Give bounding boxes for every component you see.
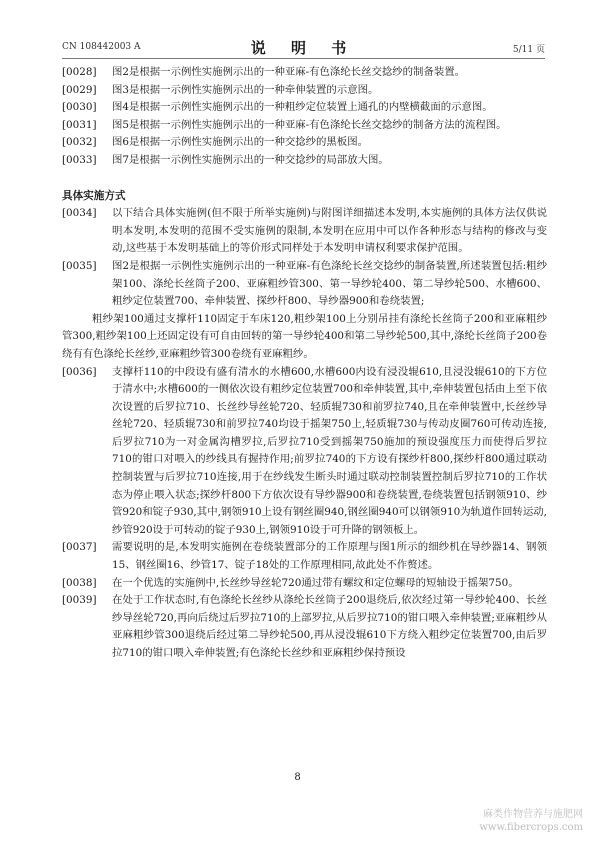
paragraph-0037 — [62, 539, 547, 574]
paragraph-text: 图5是根据一示例性实施例示出的一种亚麻-有色涤纶长丝交捻纱的制备方法的流程图。 — [112, 118, 507, 131]
paragraph-0028 — [62, 64, 547, 82]
page-number: 8 — [294, 772, 301, 783]
section-heading: 具体实施方式 — [62, 189, 126, 202]
paragraph-number: [0028] — [62, 66, 97, 78]
paragraph-text: 粗纱架100通过支撑杆110固定于车床120,粗纱架100上分别吊挂有涤纶长丝筒子200和亚麻粗纱管300,粗纱架100上还固定设有可自由回转的第一导纱轮400和第二导纱轮500,其中,涤纶长丝筒子200卷绕有有色涤纶长丝纱,亚麻粗纱管300卷绕有亚麻粗纱。 — [62, 312, 547, 360]
paragraph-number: [0032] — [62, 136, 97, 149]
paragraph-text: 图4是根据一示例性实施例示出的一种粗纱定位装置上通孔的内壁横截面的示意图。 — [112, 101, 493, 114]
paragraph-text: 图7是根据一示例性实施例示出的一种交捻纱的局部放大图。 — [112, 153, 389, 166]
document-body — [62, 64, 547, 663]
page-header — [62, 38, 545, 58]
page-counter: 5/11 页 — [512, 45, 545, 55]
paragraph-text: 在处于工作状态时,有色涤纶长丝纱从涤纶长丝筒子200退绕后,依次经过第一导纱轮400、长丝纱导丝轮720,再向后绕过后罗拉710的上部罗拉,从后罗拉710的钳口喂入牵伸装置;亚麻粗纱从亚麻粗纱管300退绕后经过第二导纱轮500,再从浸没辊610下方绕入粗纱定位装置700,由后罗拉710的钳口喂入牵伸装置;有色涤纶长丝纱和亚麻粗纱保持预设 — [112, 594, 547, 659]
paragraph-text: 支撑杆110的中段设有盛有清水的水槽600,水槽600内设有浸没辊610,且浸没辊610的下方位于清水中;水槽600的一侧依次设有粗纱定位装置700和牵伸装置,其中,牵伸装置包括由上至下依次设置的后罗拉710、长丝纱导丝轮720、轻质辊730和前罗拉740,且在牵伸装置中,长丝纱导丝轮720、轻质辊730和前罗拉740均设于摇架750上,轻质辊730与传动皮圈760可传动连接,后罗拉710为一对金属沟槽罗拉,后罗拉710受到摇架750施加的预设强度压力而使得后罗拉710的钳口对喂入的纱线具有握持作用;前罗拉740的下方设有探纱杆800,探纱杆800通过联动控制装置与后罗拉710连接,用于在纱线发生断头时通过联动控制装置控制后罗拉710的工作状态为停止喂入状态;探纱杆800下方依次设有导纱器900和卷绕装置,卷绕装置包括钢领910、纱管920和锭子930,其中,钢领910上设有钢丝圈940,钢丝圈940可以钢领910为轨道作回转运动,纱管920设于可转动的锭子930上,钢领910设于可升降的钢领板上。 — [112, 365, 547, 536]
paragraph-0034 — [62, 205, 547, 258]
paragraph-text: 图6是根据一示例性实施例示出的一种交捻纱的黑板图。 — [112, 136, 368, 149]
paragraph-0032 — [62, 134, 547, 152]
paragraph-text: 图3是根据一示例性实施例示出的一种牵伸装置的示意图。 — [112, 83, 379, 96]
paragraph-number: [0036] — [62, 365, 97, 378]
document-title: 说 明 书 — [250, 39, 357, 57]
paragraph-0031 — [62, 117, 547, 135]
watermark-url: www.fibercrops.com — [479, 822, 583, 833]
paragraph-number: [0029] — [62, 83, 97, 96]
paragraph-number: [0037] — [62, 541, 97, 554]
paragraph-number: [0038] — [62, 576, 97, 589]
paragraph-continuation — [62, 311, 547, 364]
paragraph-number: [0033] — [62, 153, 97, 166]
paragraph-text: 以下结合具体实施例(但不限于所举实施例)与附图详细描述本发明,本实施例的具体方法仅供说明本发明,本发明的范围不受实施例的限制,本发明在应用中可以作各种形态与结构的修改与变动,这些基于本发明基础上的等价形式同样处于本发明申请权利要求保护范围。 — [112, 207, 547, 255]
watermark-title: 麻类作物营养与施肥网 — [483, 809, 583, 820]
header-divider — [62, 58, 545, 59]
paragraph-number: [0031] — [62, 118, 97, 131]
patent-number: CN 108442003 A — [62, 42, 141, 52]
paragraph-number: [0034] — [62, 207, 97, 220]
paragraph-0035 — [62, 258, 547, 311]
paragraph-number: [0039] — [62, 594, 97, 607]
paragraph-text: 图2是根据一示例性实施例示出的一种亚麻-有色涤纶长丝交捻纱的制备装置。 — [112, 66, 466, 78]
paragraph-0030 — [62, 99, 547, 117]
paragraph-text: 图2是根据一示例性实施例示出的一种亚麻-有色涤纶长丝交捻纱的制备装置,所述装置包括:粗纱架100、涤纶长丝筒子200、亚麻粗纱管300、第一导纱轮400、第二导纱轮500、水槽600、粗纱定位装置700、牵伸装置、探纱杆800、导纱器900和卷绕装置; — [112, 259, 547, 308]
paragraph-0033 — [62, 152, 547, 170]
site-watermark — [479, 808, 583, 834]
paragraph-text: 在一个优选的实施例中,长丝纱导丝轮720通过带有螺纹和定位螺母的短轴设于摇架750。 — [112, 576, 519, 589]
paragraph-0038 — [62, 575, 547, 593]
paragraph-0039 — [62, 592, 547, 662]
paragraph-number: [0035] — [62, 259, 97, 272]
paragraph-0029 — [62, 82, 547, 100]
paragraph-0036 — [62, 364, 547, 540]
paragraph-text: 需要说明的是,本发明实施例在卷绕装置部分的工作原理与图1所示的细纱机在导纱器14、钢领15、钢丝圈16、纱管17、锭子18处的工作原理相同,故此处不作赘述。 — [112, 541, 547, 572]
paragraph-number: [0030] — [62, 101, 97, 114]
